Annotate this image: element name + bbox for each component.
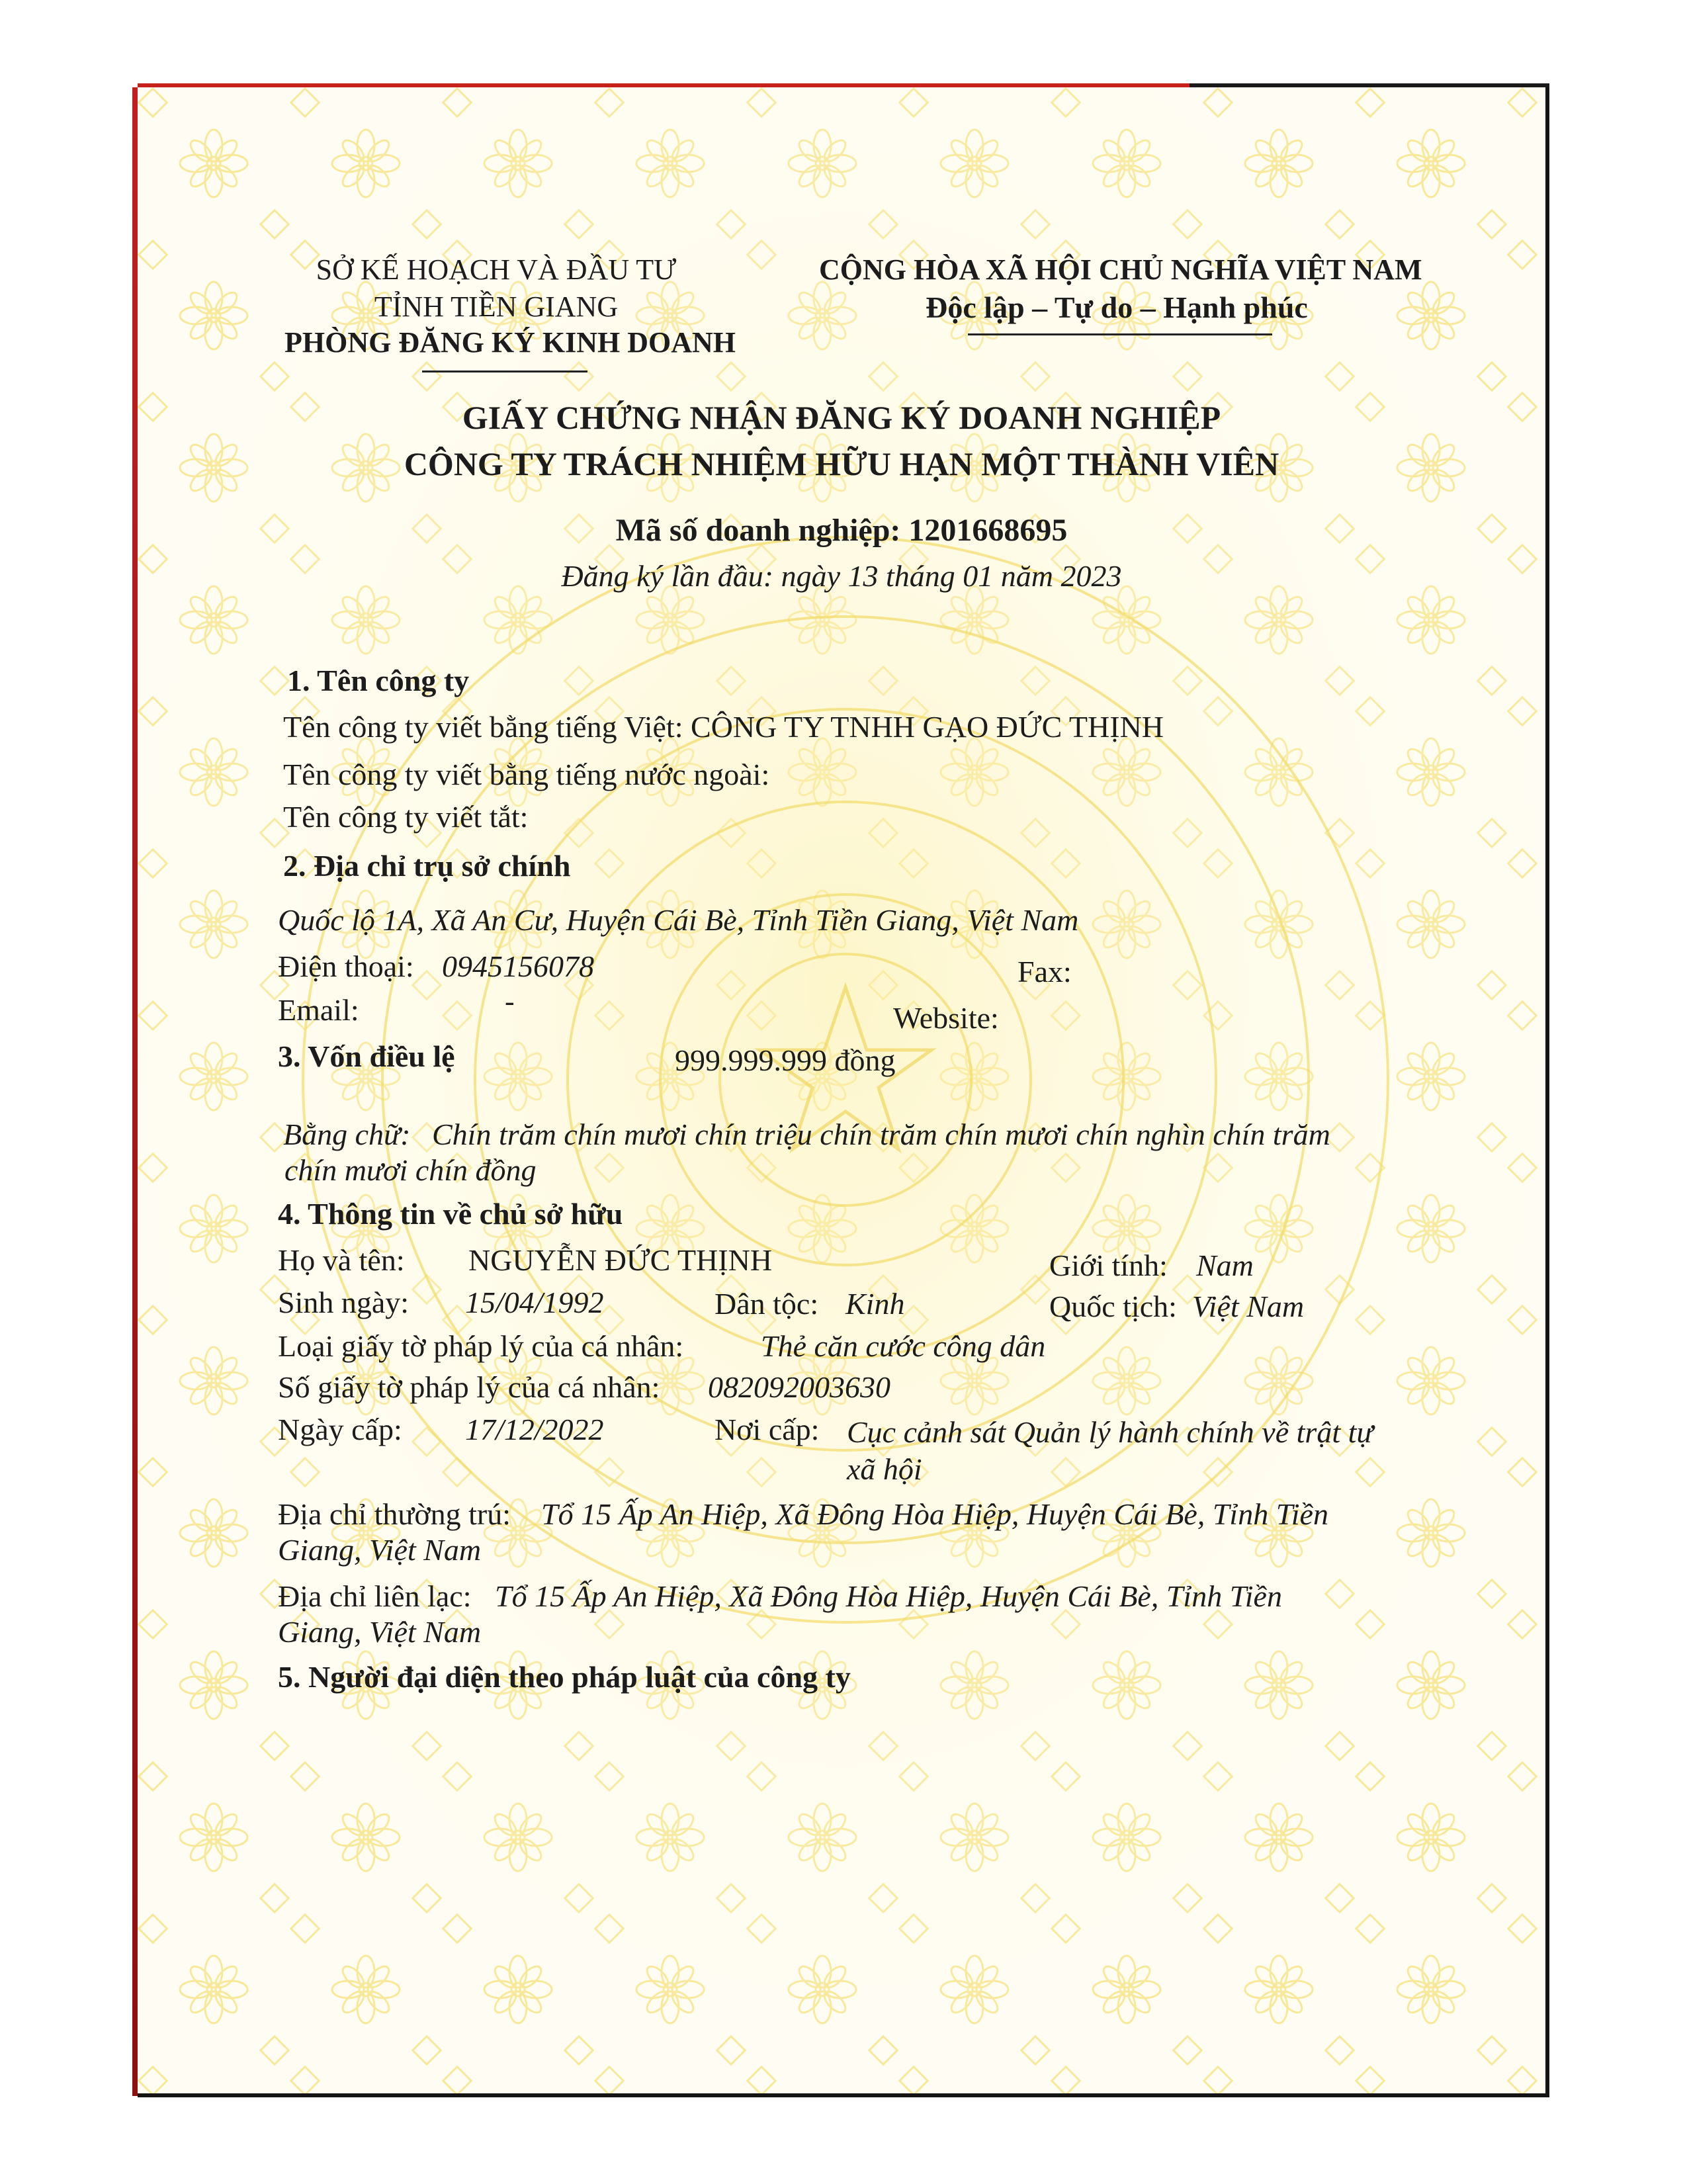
company-name-vietnamese: Tên công ty viết bằng tiếng Việt: CÔNG TY TNHH GẠO ĐỨC THỊNH xyxy=(283,710,1164,744)
permanent-address-label: Địa chỉ thường trú: xyxy=(278,1497,511,1531)
issue-place-label: Nơi cấp: xyxy=(714,1413,820,1446)
section-1-heading: 1. Tên công ty xyxy=(287,664,470,697)
issuer-department: SỞ KẾ HOẠCH VÀ ĐẦU TƯ xyxy=(316,253,677,286)
national-motto: Độc lập – Tự do – Hạnh phúc xyxy=(926,290,1308,324)
issuer-underline xyxy=(422,371,587,372)
gender-label: Giới tính: xyxy=(1049,1248,1168,1282)
section-4-heading: 4. Thông tin về chủ sở hữu xyxy=(278,1197,623,1231)
charter-capital-amount: 999.999.999 đồng xyxy=(675,1043,896,1077)
issue-place-line2: xã hội xyxy=(847,1452,922,1486)
nationality-label: Quốc tịch: xyxy=(1049,1289,1177,1323)
id-type-label: Loại giấy tờ pháp lý của cá nhân: xyxy=(278,1329,684,1363)
contact-address-line2: Giang, Việt Nam xyxy=(278,1615,482,1649)
phone-value: 0945156078 xyxy=(442,949,594,983)
section-2-heading: 2. Địa chỉ trụ sở chính xyxy=(283,849,571,883)
phone-label: Điện thoại: xyxy=(278,949,414,983)
country-name: CỘNG HÒA XÃ HỘI CHỦ NGHĨA VIỆT NAM xyxy=(819,253,1422,286)
dob-label: Sinh ngày: xyxy=(278,1286,410,1319)
head-office-address: Quốc lộ 1A, Xã An Cư, Huyện Cái Bè, Tỉnh Tiền Giang, Việt Nam xyxy=(278,903,1079,937)
issue-date-value: 17/12/2022 xyxy=(465,1413,604,1446)
contact-address-line1: Tổ 15 Ấp An Hiệp, Xã Đông Hòa Hiệp, Huyện Cái Bè, Tỉnh Tiền xyxy=(495,1579,1282,1613)
company-name-short: Tên công ty viết tắt: xyxy=(283,800,529,834)
business-code: Mã số doanh nghiệp: 1201668695 xyxy=(615,513,1068,548)
owner-name-label: Họ và tên: xyxy=(278,1243,405,1277)
issue-place-line1: Cục cảnh sát Quản lý hành chính về trật tự xyxy=(847,1415,1373,1449)
id-type-value: Thẻ căn cước công dân xyxy=(761,1329,1046,1363)
permanent-address-line2: Giang, Việt Nam xyxy=(278,1533,482,1567)
capital-in-words-line2: chín mươi chín đồng xyxy=(284,1153,537,1187)
issuer-province: TỈNH TIỀN GIANG xyxy=(374,290,619,323)
email-value: - xyxy=(505,985,515,1018)
company-name-foreign: Tên công ty viết bằng tiếng nước ngoài: xyxy=(283,758,770,791)
issuer-office: PHÒNG ĐĂNG KÝ KINH DOANH xyxy=(284,326,736,359)
ethnicity-value: Kinh xyxy=(845,1287,905,1321)
permanent-address-line1: Tổ 15 Ấp An Hiệp, Xã Đông Hòa Hiệp, Huyện Cái Bè, Tỉnh Tiền xyxy=(541,1497,1328,1531)
fax-label: Fax: xyxy=(1017,955,1072,988)
contact-address-label: Địa chỉ liên lạc: xyxy=(278,1579,472,1613)
certificate-title: GIẤY CHỨNG NHẬN ĐĂNG KÝ DOANH NGHIỆP xyxy=(462,399,1221,436)
first-registration-date: Đăng ký lần đầu: ngày 13 tháng 01 năm 2023 xyxy=(561,559,1122,593)
gender-value: Nam xyxy=(1196,1248,1254,1282)
section-3-heading: 3. Vốn điều lệ xyxy=(278,1039,455,1073)
nationality-value: Việt Nam xyxy=(1192,1289,1305,1323)
id-number-label: Số giấy tờ pháp lý của cá nhân: xyxy=(278,1370,660,1404)
id-number-value: 082092003630 xyxy=(708,1370,890,1404)
company-type: CÔNG TY TRÁCH NHIỆM HỮU HẠN MỘT THÀNH VIÊN xyxy=(404,445,1279,482)
certificate-sheet xyxy=(138,87,1549,2097)
capital-in-words-label: Bằng chữ: xyxy=(283,1117,411,1151)
ethnicity-label: Dân tộc: xyxy=(714,1287,819,1321)
capital-in-words-line1: Chín trăm chín mươi chín triệu chín trăm chín mươi chín nghìn chín trăm xyxy=(432,1117,1330,1151)
email-label: Email: xyxy=(278,993,359,1027)
website-label: Website: xyxy=(893,1001,999,1035)
security-pattern-background xyxy=(138,87,1545,2093)
dob-value: 15/04/1992 xyxy=(465,1286,604,1319)
owner-name-value: NGUYỄN ĐỨC THỊNH xyxy=(468,1243,773,1277)
issue-date-label: Ngày cấp: xyxy=(278,1413,402,1446)
section-5-heading: 5. Người đại diện theo pháp luật của công ty xyxy=(278,1660,851,1694)
motto-underline xyxy=(968,333,1272,335)
